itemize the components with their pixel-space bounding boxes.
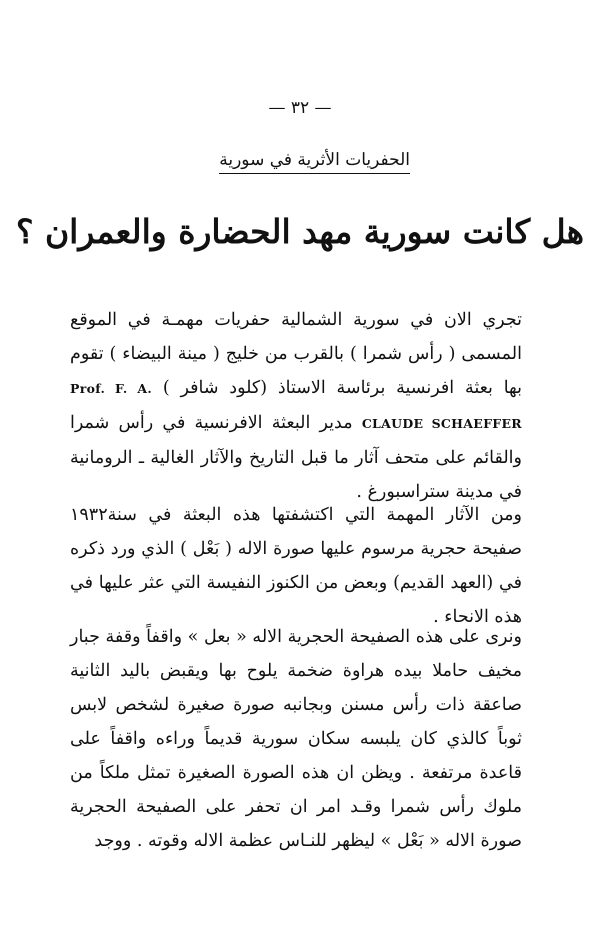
paragraph-1-line-2: ( رأس شمرا ) بالقرب من خليج ( مينة البيضاء ) تقوم بها بعثة افرنسية <box>70 344 522 398</box>
paragraph-2-line-1: ومن الآثار المهمة التي اكتشفتها هذه البعثة في سنة١٩٣٢ صفيحة <box>70 505 522 559</box>
page-number: — ٣٢ — <box>268 98 332 118</box>
paragraph-2 <box>70 498 522 634</box>
paragraph-3-line-6: الحجرية صورة الاله « بَعْل » ليظهر للنـاس عظمة الاله وقوته . ووجد <box>70 797 522 851</box>
paragraph-2-line-2: حجرية مرسوم عليها صورة الاله ( بَعْل ) الذي ورد ذكره في (العهد القديم) <box>70 539 522 593</box>
article-title: هل كانت سورية مهد الحضارة والعمران ؟ <box>15 212 585 251</box>
paragraph-3-line-4: سكان سورية قديماً وراءه واقفاً على قاعدة مرتفعة . ويظن ان هذه الصورة <box>70 729 522 783</box>
paragraph-1-line-1: تجري الان في سورية الشمالية حفريات مهمـة في الموقع المسمى <box>70 310 522 364</box>
paragraph-3-line-2: مخيف حاملا بيده هراوة ضخمة يلوح بها ويقبض باليد الثانية صاعقة ذات <box>70 661 522 715</box>
paragraph-3-line-1: ونرى على هذه الصفيحة الحجرية الاله « بعل » واقفاً وقفة جبار <box>70 627 522 647</box>
paragraph-3-line-3: رأس مسنن وبجانبه صورة صغيرة لشخص لابس ثوباً كالذي كان يلبسه <box>70 695 522 749</box>
paragraph-1 <box>70 303 522 509</box>
section-heading: الحفريات الأثرية في سورية <box>219 150 410 174</box>
paragraph-3 <box>70 620 522 858</box>
paragraph-1-line-3: برئاسة الاستاذ (كلود شافر ) <box>152 378 386 398</box>
paragraph-3-line-5: الصغيرة تمثل ملكاً من ملوك رأس شمرا وقـد امر ان تحفر على الصفيحة <box>70 763 522 817</box>
paragraph-1-line-5: والآثار الغالية ـ الرومانية في مدينة ستراسبورغ . <box>70 448 522 502</box>
paragraph-1-line-4: مدير البعثة الافرنسية في رأس شمرا والقائم على متحف آثار ما قبل التاريخ <box>70 413 522 468</box>
paragraph-2-line-3: وبعض من الكنوز النفيسة التي عثر عليها في هذه الانحاء . <box>70 573 522 627</box>
latin-name: Prof. F. A. CLAUDE SCHAEFFER <box>70 381 522 431</box>
